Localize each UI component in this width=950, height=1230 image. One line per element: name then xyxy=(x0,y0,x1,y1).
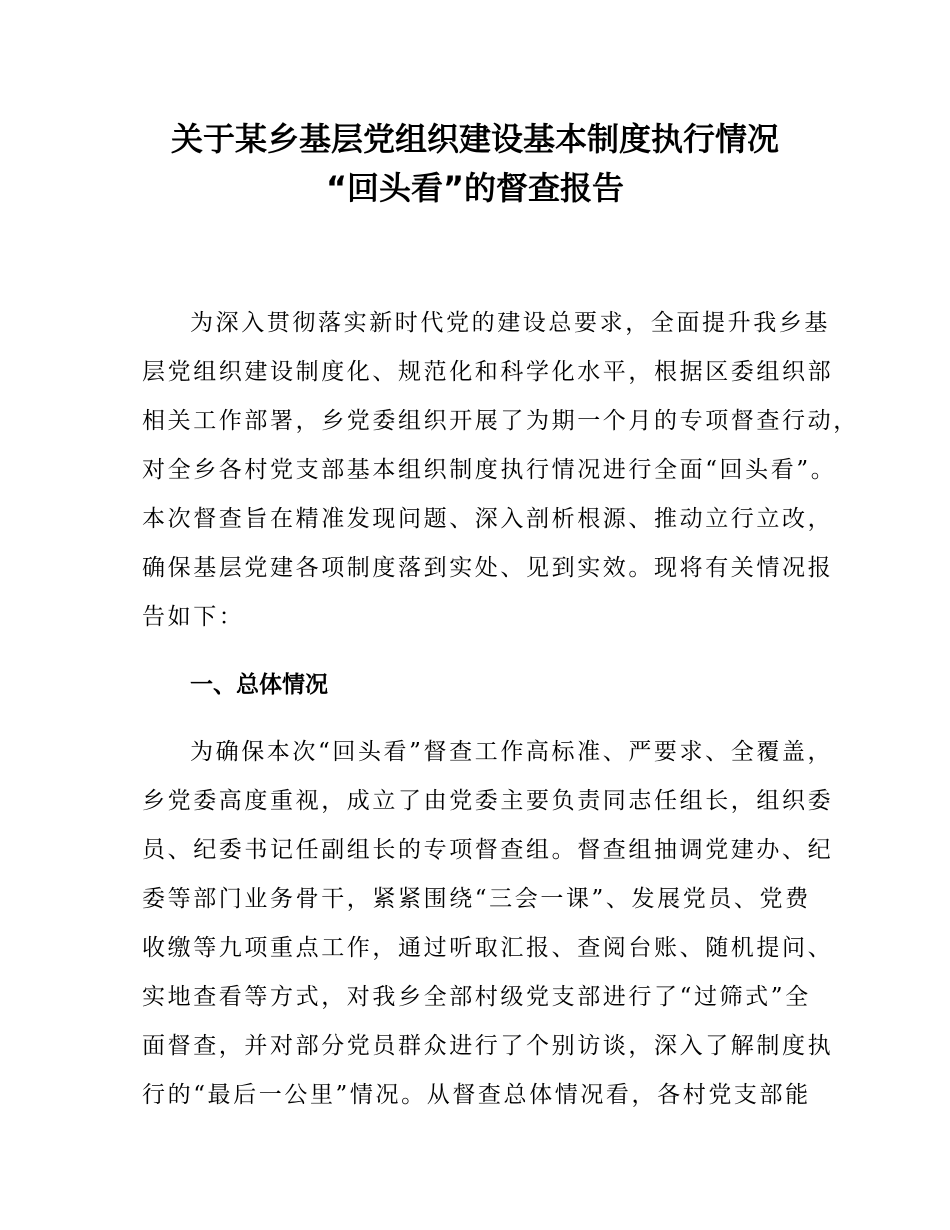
paragraph-line: 委等部门业务骨干，紧紧围绕“三会一课”、发展党员、党费 xyxy=(142,886,811,912)
section-heading-overview: 一、总体情况 xyxy=(190,672,328,698)
paragraph-line: 乡党委高度重视，成立了由党委主要负责同志任组长，组织委 xyxy=(142,788,834,814)
paragraph-line: 员、纪委书记任副组长的专项督查组。督查组抽调党建办、纪 xyxy=(142,837,834,863)
paragraph-line: 为深入贯彻落实新时代党的建设总要求，全面提升我乡基 xyxy=(190,310,830,336)
paragraph-line: 收缴等九项重点工作，通过听取汇报、查阅台账、随机提问、 xyxy=(142,935,834,961)
paragraph-line: 确保基层党建各项制度落到实处、见到实效。现将有关情况报 xyxy=(142,555,834,581)
paragraph-line: 面督查，并对部分党员群众进行了个别访谈，深入了解制度执 xyxy=(142,1033,834,1059)
paragraph-line: 告如下： xyxy=(142,604,245,630)
paragraph-line: 实地查看等方式，对我乡全部村级党支部进行了“过筛式”全 xyxy=(142,984,811,1010)
document-title-line-1: 关于某乡基层党组织建设基本制度执行情况 xyxy=(170,120,779,158)
paragraph-line: 行的“最后一公里”情况。从督查总体情况看，各村党支部能 xyxy=(142,1082,811,1108)
paragraph-line: 层党组织建设制度化、规范化和科学化水平，根据区委组织部 xyxy=(142,359,834,385)
paragraph-line: 本次督查旨在精准发现问题、深入剖析根源、推动立行立改， xyxy=(142,506,834,532)
paragraph-line: 相关工作部署，乡党委组织开展了为期一个月的专项督查行动， xyxy=(142,408,859,434)
paragraph-line: 为确保本次“回头看”督查工作高标准、严要求、全覆盖， xyxy=(190,739,834,765)
paragraph-line: 对全乡各村党支部基本组织制度执行情况进行全面“回头看”。 xyxy=(142,457,837,483)
document-title-line-2: “回头看”的督查报告 xyxy=(325,169,625,207)
